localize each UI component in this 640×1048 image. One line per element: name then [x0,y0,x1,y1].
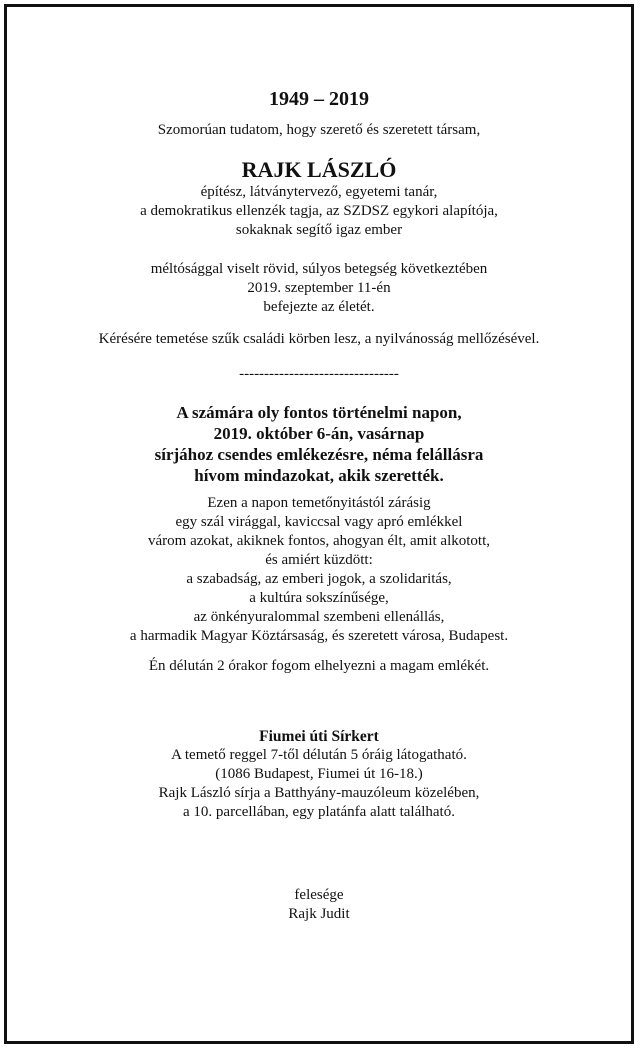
cemetery-section [4,727,634,822]
signature-name: Rajk Judit [288,906,350,922]
intro-line: Szomorúan tudatom, hogy szerető és szeretett társam, [157,122,481,138]
description-section [4,183,634,240]
remembrance-line: és amiért küzdött: [265,552,373,568]
death-line: 2019. szeptember 11-én [247,280,391,296]
remembrance-line: az önkényuralommal szembeni ellenállás, [193,609,445,625]
invitation-line: A számára oly fontos történelmi napon, [176,403,462,422]
cemetery-line: a 10. parcellában, egy platánfa alatt található. [183,804,455,820]
invitation-line: sírjához csendes emlékezésre, néma felállásra [154,445,484,464]
description-line: a demokratikus ellenzék tagja, az SZDSZ egykori alapítója, [140,203,498,219]
remembrance-line: egy szál virággal, kaviccsal vagy apró emlékkel [175,514,463,530]
intro-section [4,121,634,140]
death-line: méltósággal viselt rövid, súlyos betegség következtében [150,261,488,277]
remembrance-line: a kultúra sokszínűsége, [249,590,389,606]
cemetery-line: (1086 Budapest, Fiumei út 16-18.) [215,766,423,782]
invitation-line: 2019. október 6-án, vasárnap [213,424,425,443]
funeral-section [4,330,634,349]
remembrance-line: Ezen a napon temetőnyitástól zárásig [207,495,431,511]
time-note-section [4,657,634,676]
time-note-line: Én délután 2 órakor fogom elhelyezni a magam emlékét. [148,658,490,674]
remembrance-line: várom azokat, akiknek fontos, ahogyan élt, amit alkotott, [148,533,490,549]
remembrance-section [4,494,634,646]
funeral-line: Kérésére temetése szűk családi körben lesz, a nyilvánosság mellőzésével. [98,331,540,347]
cemetery-title: Fiumei úti Sírkert [259,728,379,745]
deceased-name: RAJK LÁSZLÓ [241,157,397,182]
signature-relation: felesége [294,887,344,903]
remembrance-line: a harmadik Magyar Köztársaság, és szeretett városa, Budapest. [129,628,509,644]
divider-line: -------------------------------- [239,366,399,382]
life-years: 1949 – 2019 [269,88,369,110]
description-line: sokaknak segítő igaz ember [235,222,403,238]
invitation-section [4,402,634,486]
cemetery-line: A temető reggel 7-től délután 5 óráig látogatható. [171,747,467,763]
invitation-line: hívom mindazokat, akik szerették. [194,466,444,485]
description-line: építész, látványtervező, egyetemi tanár, [200,184,438,200]
divider [4,365,634,384]
death-line: befejezte az életét. [263,299,375,315]
signature-section [4,886,634,924]
death-section [4,260,634,317]
remembrance-line: a szabadság, az emberi jogok, a szolidaritás, [186,571,452,587]
cemetery-line: Rajk László sírja a Batthyány-mauzóleum közelében, [158,785,480,801]
